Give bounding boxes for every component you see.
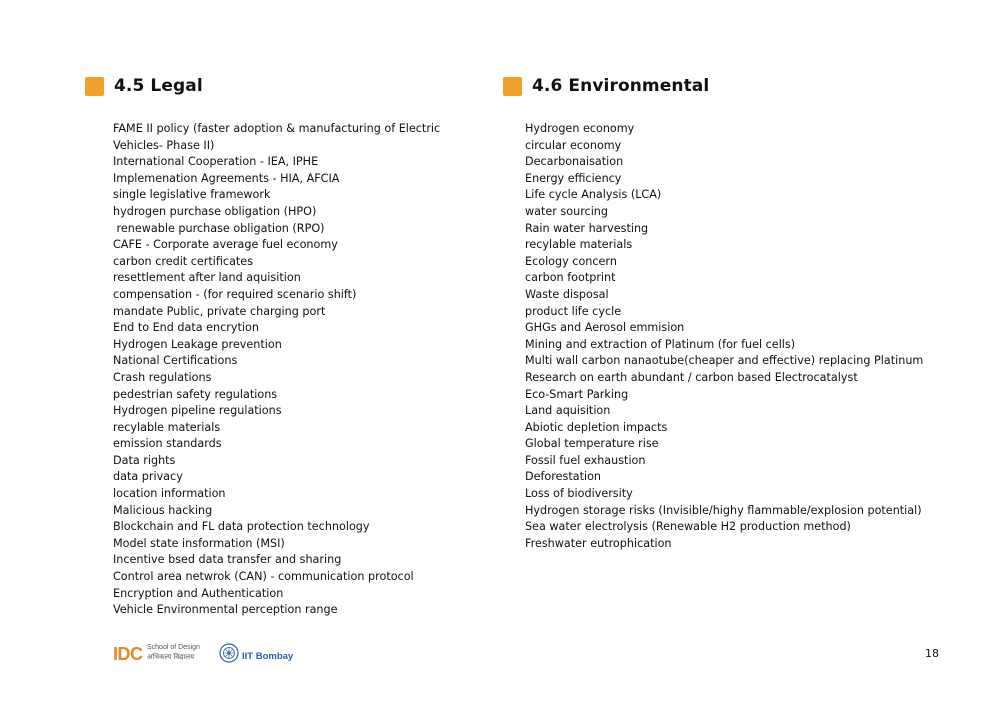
legal-item: End to End data encrytion — [113, 321, 259, 335]
environmental-item: Abiotic depletion impacts — [525, 420, 668, 434]
environmental-item: carbon footprint — [525, 271, 616, 285]
environmental-item: Hydrogen storage risks (Invisible/highy flammable/explosion potential) — [525, 503, 922, 517]
legal-item: pedestrian safety regulations — [113, 387, 278, 401]
legal-item: Model state insformation (MSI) — [113, 536, 285, 550]
environmental-item: water sourcing — [525, 204, 608, 218]
environmental-item: Decarbonaisation — [525, 155, 624, 169]
environmental-item: Waste disposal — [525, 287, 609, 301]
orange-square-icon — [85, 77, 104, 96]
legal-item: Incentive bsed data transfer and sharing — [113, 553, 342, 567]
institution-logo — [113, 642, 313, 666]
environmental-item: Energy efficiency — [525, 171, 622, 185]
legal-item: FAME II policy (faster adoption & manufacturing of Electric — [113, 122, 441, 135]
environmental-item: Fossil fuel exhaustion — [525, 453, 646, 467]
legal-list — [113, 121, 493, 619]
idc-wordmark: IDC — [113, 644, 143, 664]
iit-bombay-emblem-icon — [219, 642, 239, 664]
legal-item: Malicious hacking — [113, 503, 213, 517]
environmental-item: circular economy — [525, 138, 622, 152]
legal-item: Crash regulations — [113, 370, 212, 384]
environmental-item: Research on earth abundant / carbon based Electrocatalyst — [525, 370, 858, 384]
environmental-item: Ecology concern — [525, 254, 617, 268]
legal-section — [85, 74, 485, 617]
legal-item: resettlement after land aquisition — [113, 271, 301, 285]
environmental-list — [525, 121, 975, 552]
environmental-item: Multi wall carbon nanaotube(cheaper and effective) replacing Platinum — [525, 354, 924, 368]
environmental-item: Life cycle Analysis (LCA) — [525, 188, 662, 202]
legal-item: Blockchain and FL data protection technology — [113, 520, 370, 534]
legal-item: single legislative framework — [113, 188, 271, 202]
legal-item: recylable materials — [113, 420, 221, 434]
environmental-item: Global temperature rise — [525, 437, 659, 451]
orange-square-icon — [503, 77, 522, 96]
legal-item: CAFE - Corporate average fuel economy — [113, 238, 338, 252]
legal-item: location information — [113, 487, 226, 501]
legal-item: Vehicle Environmental perception range — [113, 603, 338, 617]
environmental-item: Mining and extraction of Platinum (for fuel cells) — [525, 337, 796, 351]
legal-item: Implemenation Agreements - HIA, AFCIA — [113, 171, 340, 185]
idc-hindi-label: अभिकल्प विद्यालय — [147, 654, 195, 661]
legal-item: carbon credit certificates — [113, 254, 254, 268]
environmental-item: Sea water electrolysis (Renewable H2 production method) — [525, 520, 851, 534]
idc-school-label: School of Design — [147, 644, 200, 651]
environmental-header — [503, 74, 973, 98]
environmental-item: GHGs and Aerosol emmision — [525, 321, 685, 335]
environmental-item: recylable materials — [525, 238, 633, 252]
environmental-item: Deforestation — [525, 470, 602, 484]
environmental-item: Freshwater eutrophication — [525, 536, 672, 550]
legal-item: data privacy — [113, 470, 183, 484]
environmental-item: Rain water harvesting — [525, 221, 649, 235]
legal-item: Data rights — [113, 453, 176, 467]
environmental-item: Eco-Smart Parking — [525, 387, 629, 401]
environmental-section — [503, 74, 973, 550]
legal-item: emission standards — [113, 437, 222, 451]
page-number: 18 — [925, 647, 939, 660]
environmental-item: Loss of biodiversity — [525, 487, 633, 501]
legal-item: Encryption and Authentication — [113, 586, 284, 600]
legal-item: Hydrogen pipeline regulations — [113, 404, 282, 418]
legal-item: mandate Public, private charging port — [113, 304, 326, 318]
environmental-item: Hydrogen economy — [525, 122, 635, 135]
legal-item: Hydrogen Leakage prevention — [113, 337, 282, 351]
environmental-item: product life cycle — [525, 304, 622, 318]
legal-item: Control area netwrok (CAN) - communication protocol — [113, 570, 414, 584]
environmental-title: 4.6 Environmental — [532, 76, 710, 96]
legal-item: International Cooperation - IEA, IPHE — [113, 155, 319, 169]
iit-bombay-label: IIT Bombay — [242, 651, 294, 662]
legal-header — [85, 74, 485, 98]
environmental-item: Land aquisition — [525, 404, 611, 418]
legal-item: compensation - (for required scenario shift) — [113, 287, 357, 301]
legal-item: National Certifications — [113, 354, 238, 368]
legal-item: hydrogen purchase obligation (HPO) — [113, 204, 317, 218]
legal-title: 4.5 Legal — [114, 76, 203, 96]
legal-item: renewable purchase obligation (RPO) — [113, 221, 325, 235]
legal-item: Vehicles- Phase II) — [113, 138, 215, 152]
